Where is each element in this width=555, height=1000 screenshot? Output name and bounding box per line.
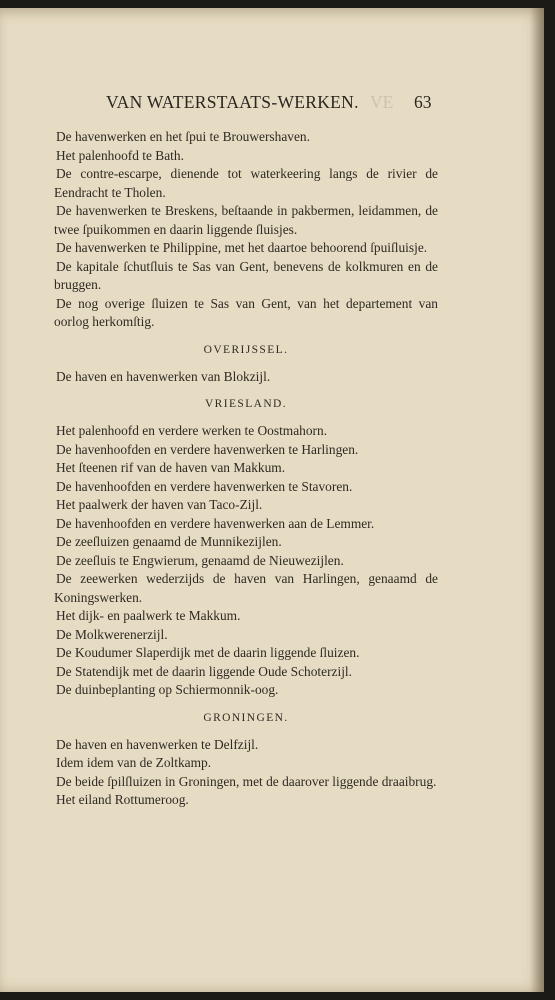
list-entry: De haven en havenwerken te Delfzijl.	[56, 736, 259, 752]
list-entry: De Koudumer Slaperdijk met de daarin liggende ſluizen.	[56, 645, 360, 660]
page-number: 63	[414, 92, 432, 112]
list-entry: De havenhoofden en verdere havenwerken te Harlingen.	[56, 441, 359, 457]
list-entry: Het eiland Rottumeroog.	[56, 792, 189, 807]
list-entry: De haven en havenwerken van Blokzijl.	[56, 368, 271, 384]
page-body	[54, 128, 438, 810]
page-gutter-shadow	[530, 8, 544, 992]
list-entry: De havenhoofden en verdere havenwerken te Stavoren.	[56, 478, 353, 494]
list-entry: De zeewerken wederzijds de haven van Harlingen, genaamd de Koningswerken.	[54, 571, 438, 605]
list-entry: Het palenhoofd te Bath.	[56, 147, 184, 163]
section-heading-groningen: GRONINGEN.	[203, 711, 289, 724]
list-entry: De kapitale ſchutſluis te Sas van Gent, benevens de kolkmuren en de bruggen.	[54, 258, 438, 292]
list-entry: De zeeſluis te Engwierum, genaamd de Nieuwezijlen.	[56, 552, 344, 568]
book-page	[0, 8, 544, 992]
list-entry: De havenwerken te Breskens, beſtaande in pakbermen, leidammen, de twee ſpuikommen en daarin liggende ſluisjes.	[54, 203, 438, 237]
list-entry: Het palenhoofd en verdere werken te Oostmahorn.	[56, 423, 328, 438]
list-entry: De Molkwerenerzijl.	[56, 626, 168, 642]
list-entry: De zeeſluizen genaamd de Munnikezijlen.	[56, 534, 282, 549]
list-entry: De contre-escarpe, dienende tot waterkeering langs de rivier de Eendracht te Tholen.	[54, 166, 438, 200]
list-entry: De havenwerken te Philippine, met het daartoe behoorend ſpuiſluisje.	[56, 240, 428, 255]
section-heading-overijssel: OVERIJSSEL.	[203, 343, 289, 356]
list-entry: Het paalwerk der haven van Taco-Zijl.	[56, 497, 263, 512]
list-entry: De beide ſpilſluizen in Groningen, met de daarover liggende draaibrug.	[56, 773, 437, 789]
show-through-text: VE	[370, 92, 394, 112]
list-entry: Idem idem van de Zoltkamp.	[56, 755, 212, 770]
list-entry: De havenhoofden en verdere havenwerken aan de Lemmer.	[56, 515, 375, 531]
running-title: VAN WATERSTAATS-WERKEN.	[106, 92, 359, 112]
section-heading-vriesland: VRIESLAND.	[204, 398, 288, 410]
list-entry: De havenwerken en het ſpui te Brouwershaven.	[56, 129, 310, 144]
list-entry: Het ſteenen rif van de haven van Makkum.	[56, 460, 286, 475]
list-entry: De nog overige ſluizen te Sas van Gent, van het departement van oorlog herkomſtig.	[54, 295, 438, 329]
list-entry: De duinbeplanting op Schiermonnik-oog.	[56, 682, 279, 697]
list-entry: De Statendijk met de daarin liggende Oude Schoterzijl.	[56, 663, 352, 679]
running-header	[0, 88, 544, 118]
list-entry: Het dijk- en paalwerk te Makkum.	[56, 608, 241, 623]
